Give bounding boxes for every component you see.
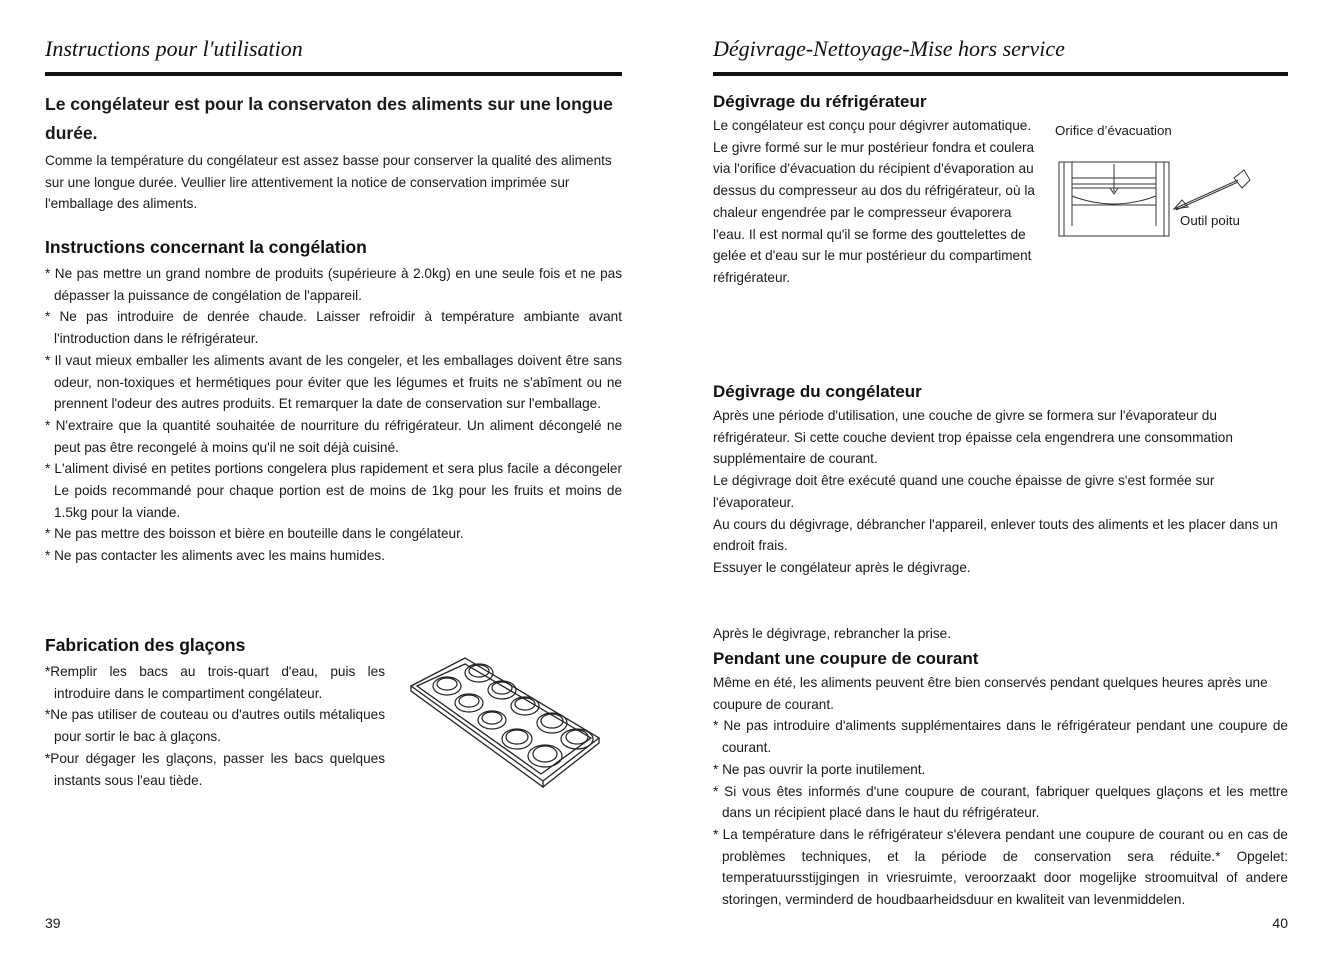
freezing-list bbox=[45, 263, 622, 567]
header-rule bbox=[713, 72, 1288, 76]
list-item: * Ne pas contacter les aliments avec les mains humides. bbox=[45, 548, 385, 564]
freezing-section bbox=[45, 237, 622, 567]
tool-label: Outil poitu bbox=[1180, 213, 1240, 228]
freezer-defrost-body bbox=[713, 405, 1288, 579]
ice-list bbox=[45, 661, 385, 791]
ice-tray-illustration bbox=[407, 653, 607, 788]
list-item: * Ne pas mettre un grand nombre de produits (supérieure à 2.0kg) en une seule fois et ne pas dépasser la puissance de congélation de l'appareil. bbox=[45, 266, 622, 303]
freezer-defrost-paragraph: Essuyer le congélateur après le dégivrage. bbox=[713, 559, 971, 575]
outage-list bbox=[713, 715, 1288, 910]
fridge-defrost-text: Le congélateur est conçu pour dégivrer automatique. Le givre formé sur le mur postérieur fondra et coulera via l'orifice d'évacuation du récipient d'évaporation au dessus du compresseur au dos du réfrigérateur, où la chaleur engendrée par le compresseur évaporera l'eau. Il est normal qu'il se forme des gouttelettes de gelée et d'eau sur le mur postérieur du compartiment réfrigérateur. bbox=[713, 118, 1035, 285]
right-page-header bbox=[713, 36, 1288, 76]
left-page bbox=[45, 0, 622, 954]
left-header-title: Instructions pour l'utilisation bbox=[45, 36, 303, 61]
fridge-defrost-section bbox=[713, 92, 1038, 289]
drain-diagram bbox=[1058, 160, 1258, 240]
header-rule bbox=[45, 72, 622, 76]
left-page-header bbox=[45, 36, 622, 76]
intro-heading: Le congélateur est pour la conservaton des aliments sur une longue durée. bbox=[45, 94, 613, 143]
intro-section bbox=[45, 90, 622, 215]
intro-text: Comme la température du congélateur est assez basse pour conserver la qualité des aliments sur une longue durée. Veullier lire attentivement la notice de conservation imprimée sur l'emballage des aliments. bbox=[45, 153, 612, 212]
list-item: * Il vaut mieux emballer les aliments avant de les congeler, et les emballages doivent être sans odeur, non-toxiques et hermétiques pour éviter que les légumes et fruits ne s'abîment ou ne prennent l'odeur des autres produits. Et remarquer la date de conservation sur l'emballage. bbox=[45, 352, 622, 412]
freezer-defrost-paragraph: Après une période d'utilisation, une couche de givre se formera sur l'évaporateur du réfrigérateur. Si cette couche devient trop épaisse cela engendrera une consommation supplémentaire de courant. bbox=[713, 408, 1233, 467]
outage-intro: Même en été, les aliments peuvent être bien conservés pendant quelques heures après une coupure de courant. bbox=[713, 675, 1268, 712]
list-item: * L'aliment divisé en petites portions congelera plus rapidement et sera plus facile a décongeler Le poids recommandé pour chaque portion est de moins de 1kg pour les fruits et moins de 1.5kg pour la viande. bbox=[45, 461, 622, 520]
list-item: * Ne pas introduire d'aliments supplémentaires dans le réfrigérateur pendant une coupure de courant. bbox=[713, 718, 1288, 756]
list-item: * Ne pas mettre des boisson et bière en bouteille dans le congélateur. bbox=[45, 526, 464, 542]
after-defrost-section bbox=[713, 623, 1288, 645]
freezing-heading: Instructions concernant la congélation bbox=[45, 237, 367, 257]
freezer-defrost-paragraph: Le dégivrage doit être exécuté quand une couche épaisse de givre s'est formée sur l'évaporateur. bbox=[713, 473, 1215, 510]
page-number: 40 bbox=[1272, 915, 1288, 931]
fridge-defrost-heading: Dégivrage du réfrigérateur bbox=[713, 92, 927, 111]
freezer-defrost-section bbox=[713, 382, 1288, 579]
right-header-title: Dégivrage-Nettoyage-Mise hors service bbox=[713, 36, 1065, 61]
list-item: *Pour dégager les glaçons, passer les bacs quelques instants sous l'eau tiède. bbox=[45, 750, 385, 788]
list-item: * N'extraire que la quantité souhaitée de nourriture du réfrigérateur. Un aliment décongelé ne peut pas être recongelé à moins qu'il ne soit déjà cuisiné. bbox=[45, 417, 622, 455]
list-item: *Ne pas utiliser de couteau ou d'autres outils métaliques pour sortir le bac à glaçons. bbox=[45, 707, 385, 745]
after-defrost-text: Après le dégivrage, rebrancher la prise. bbox=[713, 626, 952, 641]
right-page bbox=[713, 0, 1288, 954]
outage-section bbox=[713, 649, 1288, 911]
list-item: * Ne pas introduire de denrée chaude. Laisser refroidir à température ambiante avant l'introduction dans le réfrigérateur. bbox=[45, 309, 622, 347]
list-item: * La température dans le réfrigérateur s'élevera pendant une coupure de courant ou en cas de problèmes techniques, et la période de conservation sera réduite.* Opgelet: temperatuursstijgingen in vriesruimte, veroorzaakt door mogelijke stroomuitval of andere storingen, verminderd de houdbaarheidsduur en kwaliteit van levenmiddelen. bbox=[713, 826, 1288, 908]
page-number: 39 bbox=[45, 915, 61, 931]
list-item: * Si vous êtes informés d'une coupure de courant, fabriquer quelques glaçons et les mettre dans un récipient placé dans le haut du réfrigérateur. bbox=[713, 783, 1288, 821]
outage-heading: Pendant une coupure de courant bbox=[713, 649, 979, 668]
ice-heading: Fabrication des glaçons bbox=[45, 635, 246, 655]
list-item: *Remplir les bacs au trois-quart d'eau, puis les introduire dans le compartiment congélateur. bbox=[45, 664, 385, 701]
freezer-defrost-paragraph: Au cours du dégivrage, débrancher l'appareil, enlever touts des aliments et les placer dans un endroit frais. bbox=[713, 516, 1278, 554]
drain-label: Orifice d’évacuation bbox=[1055, 123, 1172, 138]
list-item: * Ne pas ouvrir la porte inutilement. bbox=[713, 761, 926, 777]
freezer-defrost-heading: Dégivrage du congélateur bbox=[713, 382, 922, 401]
